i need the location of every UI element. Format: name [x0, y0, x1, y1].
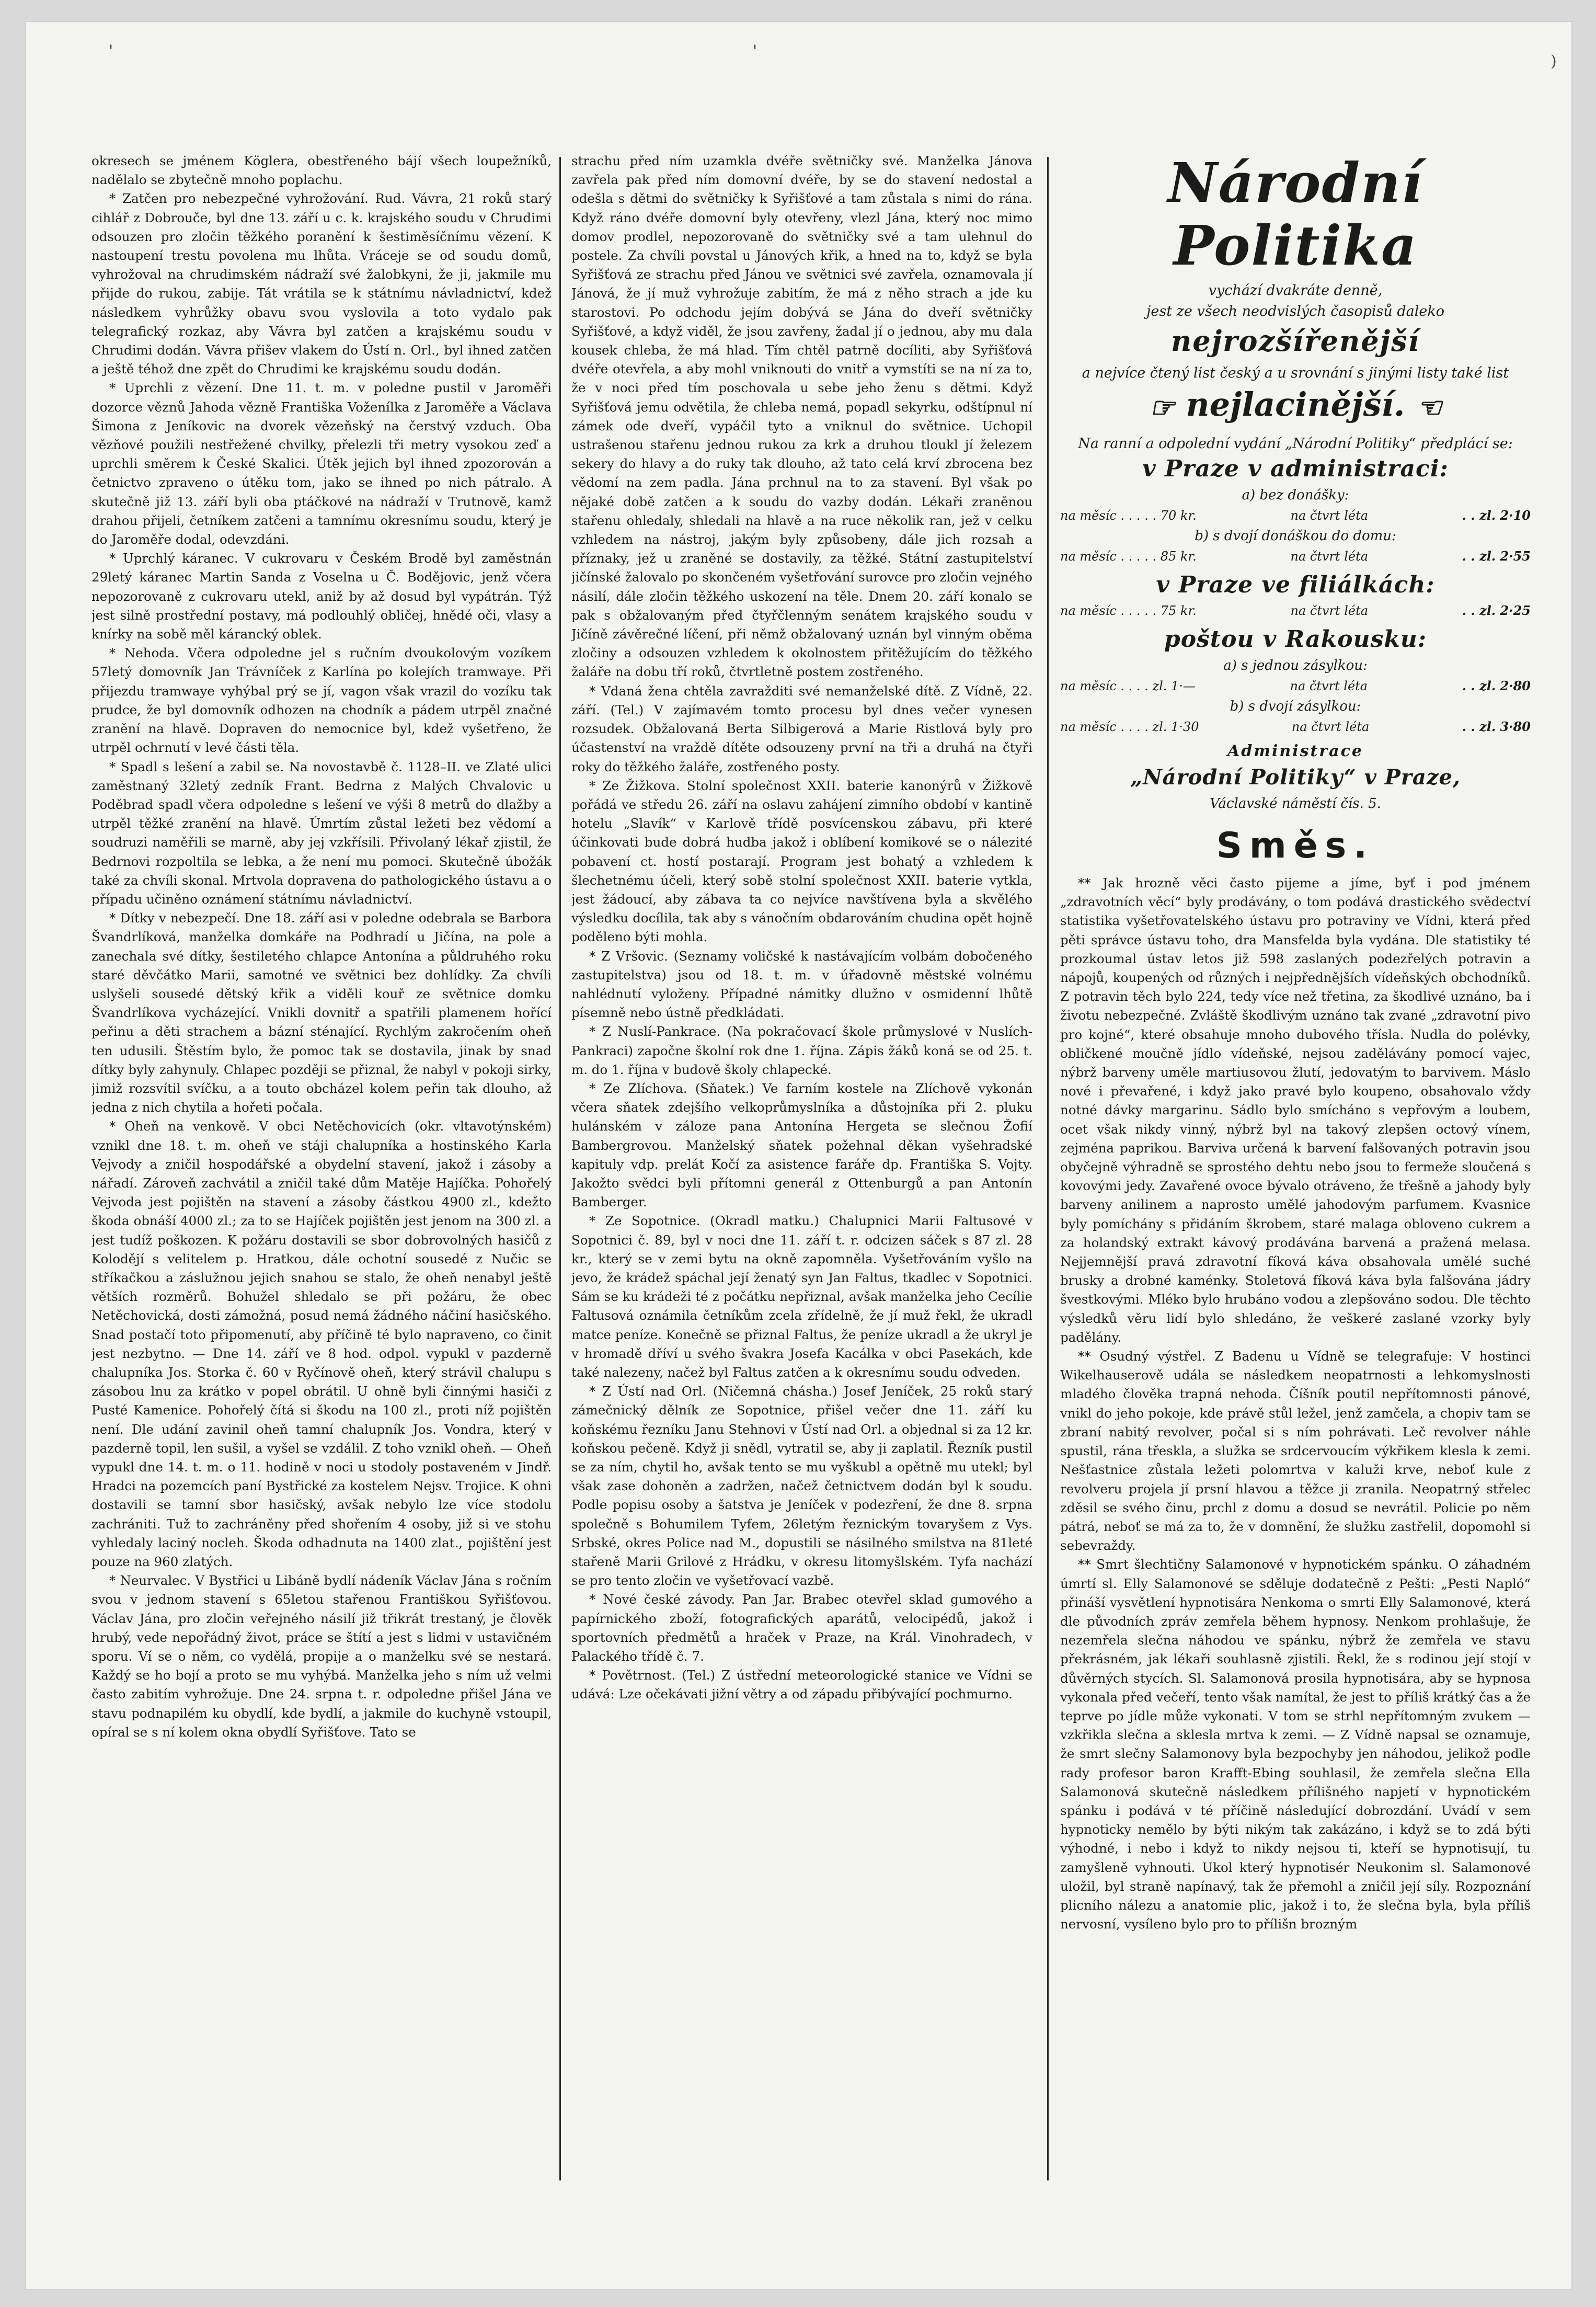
- page-mark-center: ': [753, 42, 757, 60]
- price-month: na měsíc . . . . zl. 1·30: [1060, 719, 1199, 734]
- masthead-line: vychází dvakráte denně,: [1208, 282, 1383, 299]
- masthead-line: jest ze všech neodvislých časopisů daleko: [1146, 303, 1444, 319]
- pointing-hand-right-icon: ☞: [1149, 391, 1175, 424]
- price-subheading: a) s jednou zásylkou:: [1223, 658, 1368, 673]
- article-paragraph: * Z Nuslí-Pankrace. (Na pokračovací škole průmyslové v Nuslích-Pankraci) započne školní rok dne 1. října. Zápis žáků koná se od 25. t. m. do 1. října v budově školy chlapecké.: [571, 1024, 1032, 1077]
- newspaper-page: [25, 21, 1572, 2290]
- article-paragraph: * Uprchli z vězení. Dne 11. t. m. v poledne pustil v Jaroměři dozorce věznů Jahoda vězně Františka Voženílka z Jaroměře a Václava Šimona z Jeníkovic na dvorek vězeňský na čerstvý vzduch. Oba vězňové použili nestřežené chvilky, přelezli tři metry vysokou zeď a uprchli směrem k České Skalici. Útěk jejich byl ihned zpozorován a četnictvo zpraveno o útěku tom, jako se ihned po nich pátralo. A skutečně již 13. září byli oba ptáčkové na nádraží v Trutnově, kamž drahou přijeli, četníkem zatčeni a tamnímu okresnímu soudu, který je do Jaroměře dodal, odevzdáni.: [91, 380, 552, 547]
- price-quarter-label: na čtvrt léta: [1290, 679, 1368, 693]
- price-quarter: . . zl. 3·80: [1462, 719, 1531, 734]
- article-paragraph: strachu před ním uzamkla dvéře světničky své. Manželka Jánova zavřela pak před ním domovní dvéře, by se do stavení nedostal a odešla s dětmi do světničky k Syřišťové a tam zůstala s nimi do rána. Když ráno dvéře domovní byly otevřeny, vlezl Jána, který noc mimo domov prodlel, nepozorovaně do světničky své a tam ulehnul do postele. Za chvíli povstal u Jánových křik, a hned na to, když se byla Syřišťová ze strachu před Jánou ve světnici své zavřela, oznamovala jí Jánová, že jí muž vyhrožuje zabitím, že má z něho strach a jde ku starostovi. Po odchodu jejím dobývá se Jána do dveří světničky Syřišťové, a když viděl, že jsou zavřeny, žadal jí o jednou, aby mu dala kousek chleba, že má hlad. Tím chtěl patrně docíliti, aby Syřišťová dvéře otevřela, a aby mohl vniknouti do vnitř a vymstíti se na ní za to, že v noci před tím poschovala u sebe jeho ženu s dětmi. Když Syřišťová jemu odvětila, že chleba nemá, popadl sekyrku, odštípnul ní zámek ode dveří, vypáčil tyto a vniknul do světnice. Uchopil ustrašenou stařenu jednou rukou za krk a druhou tloukl jí železem sekery do hlavy a do ruky tak dlouho, až tato celá krví zbrocena bez vědomí na zem padla. Jána prchnul na to za stavení. Byl však po nějaké době zatčen a k soudu do vazby dodán. Lékaři zraněnou stařenu ohledaly, shledali na hlavě a na ruce několik ran, jež v celku vzhledem na nástroj, jakým byly způsobeny, dále jich rozsah a příznaky, jež u zraněné se dostavily, za těžké. Státní zastupitelství jičínské žalovalo po skončeném vyšetřování surovce pro zločin vejného násilí, dále zločin těžkého uskození na těle. Dnem 20. září konalo se pak s obžalovaným před čtyřčlenným senátem krajského soudu v Jičíně závěrečné líčení, při němž obžalovaný uznán byl vinným oběma zločiny a odsouzen vzhledem k okolnostem přitěžujícím do těžkého žaláře na dobu tří roků, čtvrtletně postem zostřeného.: [571, 153, 1032, 680]
- article-paragraph: ** Osudný výstřel. Z Badenu u Vídně se telegrafuje: V hostinci Wikelhauserově udála se následkem neopatrnosti a lehkomyslnosti mladého člověka trapná nehoda. Číšník poutil nepřítomnosti pánové, vnikl do jeho pokoje, kde právě stůl ležel, jenž zamčela, a chopiv tam se zbraní nabitý revolver, počal si s ním pohrávati. Leč revolver náhle spustil, rána třeskla, a služka se srdcervoucím výkřikem klesla k zemi. Nešťastnice zůstala ležeti polomrtva v kaluži krve, neboť kule z revolveru projela jí prsní hlavou a těžce ji zranila. Neopatrný střelec zděsil se svého činu, prchl z domu a dosud se nevrátil. Policie po něm pátrá, neboť se má za to, že v domnění, že služku zastřelil, dopomohl si sebevraždy.: [1060, 1349, 1531, 1554]
- price-month: na měsíc . . . . . 85 kr.: [1060, 549, 1197, 564]
- price-heading: v Praze v administraci:: [1142, 455, 1449, 482]
- article-paragraph: * Vdaná žena chtěla zavražditi své nemanželské dítě. Z Vídně, 22. září. (Tel.) V zajímavém tomto procesu byl dnes večer vynesen rozsudek. Obžalovaná Berta Silbigerová a Marie Ristlová byly pro účastenství na vraždě dítěte odsouzeny první na tři a druhá na čtyři roky do těžkého žaláře, zostřeného posty.: [571, 683, 1032, 774]
- article-paragraph: * Oheň na venkově. V obci Netěchovicích (okr. vltavotýnském) vznikl dne 18. t. m. oheň ve stáji chalupníka a hostinského Karla Vejvody a zničil hospodářské a obydelní stavení, jakož i zásoby a nářadí. Zároveň zachvátil a zničil také dům Matěje Hajíčka. Pohořelý Vejvoda jest pojištěn na stavení a zásoby částkou 4900 zl., kdežto škoda obnáší 4000 zl.; za to se Hajíček pojištěn jest jenom na 300 zl. a jest tudíž poškozen. K požáru dostavili se sbor dobrovolných hasičů z Kolodějí s velitelem p. Hratkou, dále ochotní sousedé z Nučic se stříkačkou a záslužnou jejich snahou se stalo, že oheň nenabyl ještě větších rozměrů. Bohužel shledalo se při požáru, že obec Netěchovická, dosti zámožná, posud nemá žádného náčiní hasičského. Snad postačí toto připomenutí, aby příčině té bylo napraveno, co činit jest nezbytno. — Dne 14. září ve 8 hod. odpol. vypukl v pazderně chalupníka Jos. Storka č. 60 v Ryčínově oheň, který strávil chalupu s zásobou lnu za krátko v popel obrátil. U ohně byli činnými hasiči z Pusté Kamenice. Pohořelý čítá si škodu na 100 zl., proti níž pojištěn není. Dle udání zavinil oheň tamní chalupník Jos. Vondra, který v pazderně topil, len sušil, a vyšel se vzdálil. Z toho vznikl oheň. — Oheň vypukl dne 14. t. m. o 11. hodině v noci u stodoly postaveném v Jindř. Hradci na pozemcích paní Bystřické za kostelem Nejsv. Trojice. K ohni dostavili se tamní sbor hasičský, avšak nebylo lze více stodolu zachrániti. Tuž to zachráněny před shořením 4 osoby, již si ve stohu vyhledaly laciný nocleh. Škoda odhadnuta na 1400 zlat., pojištění jest pouze na 960 zlatých.: [91, 1118, 552, 1570]
- price-quarter-label: na čtvrt léta: [1290, 549, 1369, 564]
- article-paragraph: * Neurvalec. V Bystřici u Libáně bydlí nádeník Václav Jána s ročním svou v jednom stavení s 65letou stařenou Františkou Syřišťovou. Václav Jána, pro zločin veřejného násilí již třikrát trestaný, je člověk hrubý, vede nepořádný život, práce se štítí a jest s lidmi v ustavičném sporu. Ví se o něm, co vydělá, propije a o manželku své se nestará. Každý se ho bojí a proto se mu vyhýbá. Manželka jeho s ním už velmi často zabitím vyhrožuje. Dne 24. srpna t. r. odpoledne přišel Jána ve stavu podnapilém ku obydlí, kde bydlí, a jakmile do kuchyně vstoupil, opíral se s ní kolem okna obydlí Syřišťove. Tato se: [91, 1573, 552, 1740]
- price-quarter: . . zl. 2·55: [1462, 549, 1531, 564]
- cheapest-label: nejlacinější.: [1186, 385, 1405, 424]
- administration-name: „Národní Politiky“ v Praze,: [1130, 765, 1461, 790]
- pointing-hand-left-icon: ☜: [1416, 391, 1442, 424]
- price-quarter-label: na čtvrt léta: [1291, 719, 1370, 734]
- article-paragraph: * Z Ústí nad Orl. (Ničemná chásha.) Josef Jeníček, 25 roků starý zámečnický dělník ze Sopotnice, přišel večer dne 11. září ku koňskému řezníku Janu Stehnovi v Ústí nad Orl. a objednal si za 12 kr. koňskou pečeně. Když ji snědl, vytratil se, aby ji zaplatil. Řezník pustil se za ním, chytil ho, avšak tento se mu vyškubl a opětně mu utekl; byl však zase dohoněn a zadržen, načež četnictvem dodán byl k soudu. Podle popisu osoby a šatstva je Jeníček v podezření, že dne 8. srpna společně s Bohumilem Tyfem, 26letým řeznickým tovaryšem z Vys. Srbské, okres Police nad M., dopustili se násilného smilstva na 81leté stařeně Marii Grilové z Hrádku, v okresu litomyšlském. Tyfa nachází se pro tento zločin ve vyšetřovací vazbě.: [571, 1384, 1032, 1589]
- price-quarter: . . zl. 2·25: [1462, 603, 1531, 618]
- article-paragraph: * Ze Žižkova. Stolní společnost XXII. baterie kanonýrů v Žižkově pořádá ve středu 26. září na oslavu zahájení zimního období v kantině hotelu „Slavík“ v Karlově třídě posvícenskou zábavu, při které účinkovati bude dobrá hudba jakož i oblíbení komikové se o nálezité pobavení ct. hostí postarají. Program jest bohatý a vzhledem k šlechetnému účeli, který sobě stolní společnost XXII. baterie vytkla, jest žádoucí, aby zábava ta co nejvíce navštívena byla a skvělého výsledku docílila, tak aby s vánočním obdarováním chudina opět hojně poděleno býti mohla.: [571, 778, 1032, 945]
- article-paragraph: * Povětrnost. (Tel.) Z ústřední meteorologické stanice ve Vídni se udává: Lze očekávati jižní větry a od západu přibývající pochmurno.: [571, 1668, 1032, 1702]
- masthead-title: Národní Politika: [1167, 152, 1423, 278]
- masthead-advert: [1060, 152, 1531, 813]
- price-quarter-label: na čtvrt léta: [1290, 508, 1369, 523]
- article-paragraph: * Ze Sopotnice. (Okradl matku.) Chalupnici Marii Faltusové v Sopotnici č. 89, byl v noci dne 11. září t. r. odcizen sáček s 87 zl. 28 kr., který se v zemi bytu na okně zapomněla. Vyšetřováním vyšlo na jevo, že krádež spáchal její ženatý syn Jan Faltus, tkadlec v Sopotnici. Sám se ku krádeži té z počátku nepřiznal, avšak manželka jeho Cecílie Faltusová oznámila četníkům zcela zřídelně, že jí muž řekl, že ukradl matce peníze. Konečně se přiznal Faltus, že peníze ukradl a že ukryl je v hromadě dříví u svého švakra Josefa Kacálka v obci Pasekách, kde také nalezeny, načež byl Faltus zatčen a k okresnímu soudu odveden.: [571, 1213, 1032, 1380]
- price-row: [1060, 677, 1531, 695]
- article-paragraph: * Dítky v nebezpečí. Dne 18. září asi v poledne odebrala se Barbora Švandrlíková, manželka domkáře na Podhradí u Jičína, na pole a zanechala své dítky, šestiletého chlapce Antonína a půldruhého roku staré děvčátko Marii, samotné ve světnici bez dohlídky. Za chvíli uslyšeli sousedé dětský křik a viděli kouř ze světnice domku Švandrlíkova vycházející. Vnikli dovnitř a spatřili plamenem hořící peřinu a děti strachem a bázní sténající. Rychlým zakročením oheň ten udusili. Štěstím bylo, že pomoc tak se dostavila, jinak by snad dítky byly zahynuly. Chlapec později se přiznal, že nabyl v pokoji sirky, jimiž rozsvítil svíčku, a a touto obcházel kolem peřin tak dlouho, až jedna z nich chytila a hořeti počala.: [91, 910, 552, 1115]
- article-paragraph: ** Jak hrozně věci často pijeme a jíme, byť i pod jménem „zdravotních věcí“ byly prodávány, o tom podává drastického svědectví statistika vyšetřovatelského ústavu pro potraviny ve Vídni, která před pěti správce ústavu toho, dra Mansfelda byla vydána. Dle statistiky té prozkoumal ústav letos již 598 zaslaných podezřelých potravin a nápojů, koupených od různých i nejpřednějších vídeňských obchodníků. Z potravin těch bylo 224, tedy více než třetina, za škodlivé uznáno, ba i životu nebezpečné. Zvláště škodlivým uznáno tak zvané „zdravotní pivo pro kojné“, které obsahuje mnoho dubového tříslа. Nudla do polévky, obličkené moučně jídlo vídeňské, nejsou zadělávány pomocí vajec, nýbrž barveny uměle martiusovou žlutí, jedovatým to barvivem. Máslo nové i převařené, i když jako pravé bylo koupeno, obsahovalo vždy notné dávky margarinu. Sádlo bylo smícháno s vepřovým a loubem, ocet však nikdy vinný, nýbrž byl na takový zlepšen octový vínem, zejména paprikou. Barviva určená k barvení falšovaných potravin jsou obyčejně výhradně se sprostého dehtu nebo jsou to fermeže sloučená s kovovými jedy. Zavařené ovoce bývalo otráveno, žе třešně a jahody byly barveny anilinem a naprosto umělé jahodovým parfumem. Kvasnice byly pomíchány s přidáním škrobem, staré malaga obloveno cukrem a za holandský extrakt kávový prodávána barvená a pražená melasa. Nejjemnější pravá zdravotní fíková káva obsahovala umělé suché brusky a drobné kaménky. Stoletová fíková káva byla falšována jádry švestkovými. Mléko bylo hrubáno vodou a zlepšováno sodou. Dle těchto výsledků věru lidí bylo shledáno, že veškeré zaslané vzorky byly padělány.: [1060, 875, 1531, 1345]
- section-title-smes: Směs.: [1216, 825, 1375, 866]
- administration-heading: Administrace: [1227, 742, 1363, 760]
- masthead-headline: nejrozšířenější: [1170, 324, 1420, 358]
- masthead-headline-cheapest: [1060, 384, 1531, 428]
- article-paragraph: * Zatčen pro nebezpečné vyhrožování. Rud. Vávra, 21 roků starý cihlář z Dobrouče, byl dne 13. září u c. k. krajského soudu v Chrudimi odsouzen pro zločin těžkého poranění k šestiměsíčnímu vězení. K nastoupení trestu povolena mu lhůta. Vráceje se od soudu domů, vyhrožoval na chrudimském nádraží své žalobkyni, že ji, jakmile mu přijde do rukou, zabije. Tát vrátila se k státnímu návladnictví, kdež následkem vyhrůžky obavu svou vyslovila a toto vydalo pak telegrafický rozkaz, aby Vávra byl zatčen a krajskému soudu v Chrudimi dodán. Vávra přišev vlakem do Ústí n. Orl., byl ihned zatčen a ještě téhož dne zpět do Chrudimi ke krajskému soudu dodán.: [91, 191, 552, 377]
- price-quarter-label: na čtvrt léta: [1290, 603, 1369, 618]
- masthead-line: Na ranní a odpolední vydání „Národní Politiky“ předplácí se:: [1078, 436, 1513, 452]
- column-rule-2: [1047, 157, 1049, 2180]
- masthead-line: a nejvíce čtený list český a u srovnání s jinými listy také list: [1082, 365, 1509, 381]
- price-heading: poštou v Rakousku:: [1164, 626, 1427, 653]
- price-month: na měsíc . . . . . 70 kr.: [1060, 508, 1197, 523]
- article-paragraph: * Nové české závody. Pan Jar. Brabec otevřel sklad gumového a papírnického zboží, fotografických aparátů, velocipédů, jakož i sportovních předmětů a hraček v Praze, na Král. Vinohradech, v Palackého třídě č. 7.: [571, 1592, 1032, 1664]
- price-subheading: a) bez donášky:: [1242, 487, 1349, 503]
- column-rule-1: [559, 157, 561, 2180]
- price-row: [1060, 507, 1531, 524]
- column-1: [91, 152, 552, 2186]
- article-paragraph: * Z Vršovic. (Seznamy voličské k nastávajícím volbám dobočeného zastupitelstva) jsou od 18. t. m. v úřadovně městské volnému nahlédnutí vyloženy. Případné námitky dlužno v osmidenní lhůtě písemně nebo ústně předkládati.: [571, 948, 1032, 1021]
- article-paragraph: * Spadl s lešení a zabil se. Na novostavbě č. 1128–II. ve Zlaté ulici zaměstnaný 32letý zedník Frant. Bedrna z Malých Chvalovic u Poděbrad spadl včera odpoledne s lešení ve výši 8 metrů do dlažby a utrpěl těžké zranění na hlavě. Úmrtím zůstal ležeti bez vědomí a soudruzi naměřili se marně, aby jej vzkřísili. Přivolaný lékař zjistil, že Bedrnovi rozpoltila se lebka, a že není mu pomoci. Skutečně úbožák také za chvíli skonal. Mrtvola dopravena do pathologického ústavu a o případu učiněno oznámení státnímu návladnictví.: [91, 759, 552, 907]
- page-mark-right: ): [1551, 52, 1557, 71]
- article-paragraph: okresech se jménem Köglera, obestřeného bájí všech loupežníků, nadělalo se zbytečně mnoho poplachu.: [91, 153, 552, 188]
- column-3: [1060, 152, 1531, 2186]
- price-subheading: b) s dvojí zásylkou:: [1230, 699, 1361, 714]
- price-month: na měsíc . . . . zl. 1·—: [1060, 679, 1196, 693]
- price-quarter: . . zl. 2·80: [1462, 678, 1531, 693]
- article-paragraph: * Ze Zlíchova. (Sňatek.) Ve farním kostele na Zlíchově vykonán včera sňatek zdejšího velkoprůmyslníka a důstojníka při 2. pluku hulánském v záloze pana Antonína Hergeta se slečnou Žofií Bambergrovou. Manželský sňatek požehnal děkan vyšehradské kapituly vdp. prelát Kočí za asistence faráře dp. Františka S. Vojty. Jakožto svědci byli přítomni generál z Ottenburgů a pan Antonín Bamberger.: [571, 1080, 1032, 1210]
- article-paragraph: ** Smrt šlechtičny Salamonové v hypnotickém spánku. O záhadném úmrtí sl. Elly Salamonové se sděluje dodatečně z Pešti: „Pesti Napló“ přináší vysvětlení hypnotisára Nenkoma o smrti Elly Salamonové, která dle původních zpráv zemřela během hypnosy. Nenkom prohlašuje, že nezemřela slečna náhodou ve spánku, nýbrž že zemřela ve stavu překrásném, jak lékaři souhlasně zjistili. Řekl, že s rodinou její stojí v důvěrných stycích. Sl. Salamonová prosila hypnotisára, aby se hypnosa vykonala před večeří, tento však namítal, že jest to příliš krátký čas a že teprve po jídle může vykonati. V tom se strhl nepřítomným zvukem — vzkřikla slečna a sklesla mrtva k zemi. — Z Vídně napsal se oznamuje, že smrt slečny Salamonovy byla bezpochyby jen náhodou, jelikož podle rady profesor baron Krafft-Ebing souhlasil, že zemřela slečna Ella Salamonová skutečně následkem přílišného napjetí v hypnotickém spánku i podává v té příčině následující dobrozdání. Uvádí v sem hypnoticky nemělo by býti nikým tak zakázáno, i když se to zdá býti výhodné, i nebo i když to nikdy nejsou ti, kteří se hypnotisují, tu zamyšleně vyhnouti. Ukol který hypnotisér Neukonim sl. Salamonové uložil, byl straně napínavý, tak že přemohl a zničil její síly. Rozpoznání plicního nálezu a anatomie plic, jakož i to, že slečna byla, byla příliš nervosní, vysíleno bylo pro to přílišn brozným: [1060, 1557, 1531, 1932]
- article-paragraph: * Uprchlý káranec. V cukrovaru v Českém Brodě byl zaměstnán 29letý káranec Martin Sanda z Voselna u Č. Bodějovic, jenž včera nepozorovaně z cukrovaru utekl, aniž by až dosud byl vypátrán. Týž jest silně prostřední postavy, má podlouhlý obličej, hnědé oči, vlasy a knírky na sobě měl kárancký oblek.: [91, 551, 552, 642]
- administration-address: Václavské náměstí čís. 5.: [1210, 796, 1381, 812]
- price-row: [1060, 547, 1531, 565]
- price-month: na měsíc . . . . . 75 kr.: [1060, 603, 1197, 618]
- price-row: [1060, 602, 1531, 620]
- price-row: [1060, 718, 1531, 736]
- price-quarter: . . zl. 2·10: [1462, 508, 1531, 523]
- page-mark-left: ': [109, 42, 113, 60]
- price-heading: v Praze ve filiálkách:: [1156, 572, 1435, 598]
- article-paragraph: * Nehoda. Včera odpoledne jel s ručním dvoukolovým vozíkem 57letý domovník Jan Trávníček z Karlína po kolejích tramwaye. Při přijezdu tramwaye vyhýbal prý se jí, vagon však vrazil do vozíku tak prudce, že byl domovník odhozen na chodník a pádem utrpěl značné zranění na hlavě. Dopraven do nemocnice byl, kdež vyšetřeno, že utrpěl ochrnutí v levé části těla.: [91, 645, 552, 756]
- price-subheading: b) s dvojí donáškou do domu:: [1195, 528, 1396, 544]
- column-2: [571, 152, 1032, 2186]
